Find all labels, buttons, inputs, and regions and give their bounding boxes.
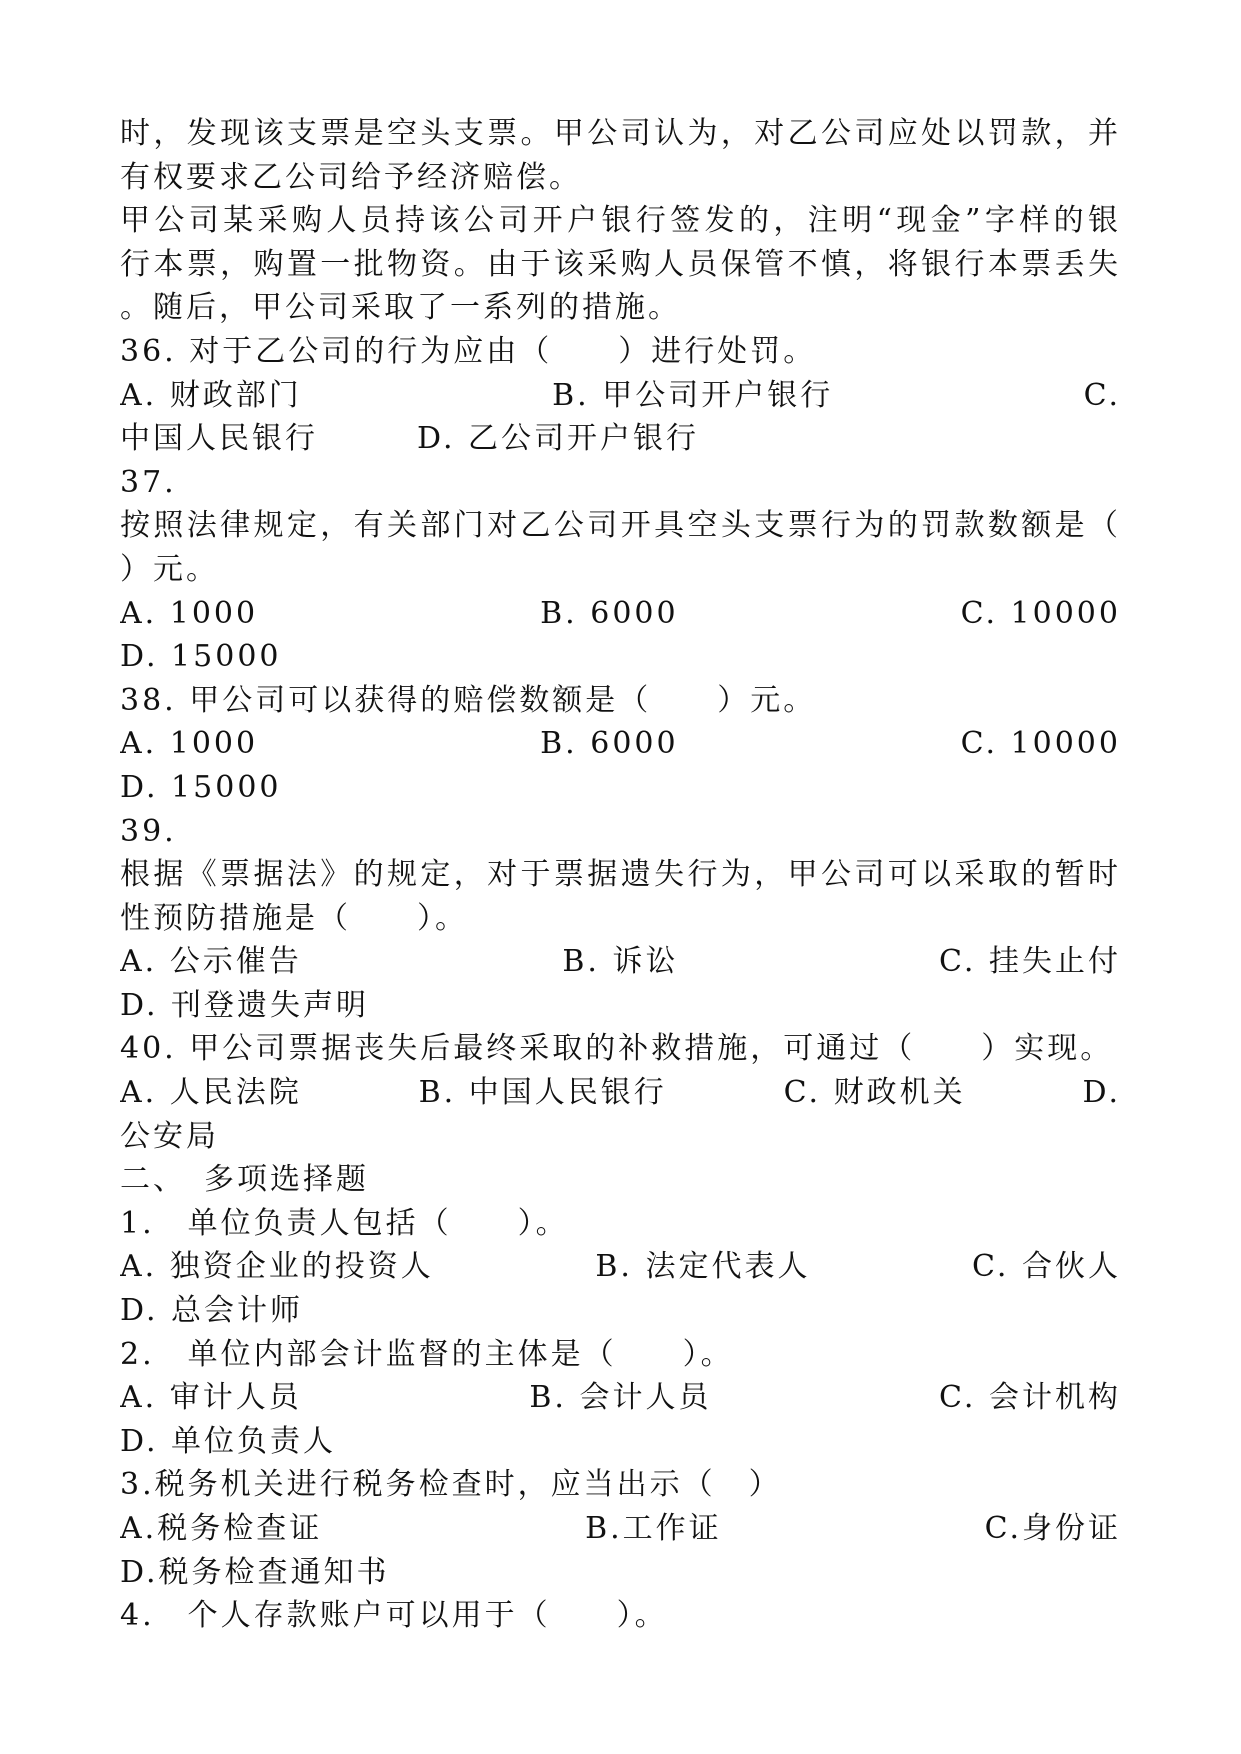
option-text: A. 1000 bbox=[120, 595, 259, 631]
option-text: C. bbox=[1083, 377, 1121, 413]
options-line bbox=[120, 1376, 1121, 1420]
document-body bbox=[120, 112, 1121, 1638]
text-line: D. 总会计师 bbox=[120, 1293, 304, 1329]
options-line bbox=[120, 940, 1121, 984]
option-text: C. 会计机构 bbox=[939, 1380, 1121, 1416]
text-line: D.税务检查通知书 bbox=[120, 1554, 390, 1590]
text-line: 3.税务机关进行税务检查时，应当出示（ ） bbox=[120, 1467, 782, 1503]
text-line: 中国人民银行 D. 乙公司开户银行 bbox=[120, 421, 700, 457]
option-text: D. bbox=[1082, 1075, 1121, 1111]
text-line: 时，发现该支票是空头支票。甲公司认为，对乙公司应处以罚款，并 bbox=[120, 116, 1121, 151]
text-line: 。随后，甲公司采取了一系列的措施。 bbox=[120, 290, 681, 326]
option-text: C. 10000 bbox=[960, 595, 1121, 631]
text-line: 甲公司某采购人员持该公司开户银行签发的，注明“现金”字样的银 bbox=[120, 203, 1121, 239]
option-text: A. 1000 bbox=[120, 726, 259, 762]
option-text: C.身份证 bbox=[984, 1511, 1121, 1546]
text-line: 1. 单位负责人包括（ ）。 bbox=[120, 1205, 569, 1241]
text-line: 公安局 bbox=[120, 1118, 219, 1154]
options-line bbox=[120, 1071, 1121, 1115]
text-line: ）元。 bbox=[120, 551, 219, 587]
text-line: D. 单位负责人 bbox=[120, 1423, 337, 1459]
text-line: D. 刊登遗失声明 bbox=[120, 987, 370, 1023]
options-line bbox=[120, 722, 1121, 766]
option-text: A.税务检查证 bbox=[120, 1511, 323, 1546]
text-line: 行本票，购置一批物资。由于该采购人员保管不慎，将银行本票丢失 bbox=[120, 246, 1121, 282]
option-text: B.工作证 bbox=[585, 1511, 722, 1546]
option-text: C. 挂失止付 bbox=[939, 944, 1121, 980]
options-line bbox=[120, 1507, 1121, 1551]
text-line: 2. 单位内部会计监督的主体是（ ）。 bbox=[120, 1336, 734, 1372]
text-line: 按照法律规定，有关部门对乙公司开具空头支票行为的罚款数额是（ bbox=[120, 508, 1121, 544]
option-text: B. 法定代表人 bbox=[595, 1249, 811, 1285]
option-text: B. 甲公司开户银行 bbox=[552, 377, 834, 413]
text-line: 二、 多项选择题 bbox=[120, 1162, 369, 1198]
option-text: A. 独资企业的投资人 bbox=[120, 1249, 434, 1285]
option-text: A. 审计人员 bbox=[120, 1380, 302, 1416]
option-text: C. 合伙人 bbox=[972, 1249, 1121, 1285]
option-text: A. 财政部门 bbox=[120, 377, 302, 413]
option-text: C. 财政机关 bbox=[783, 1075, 966, 1111]
text-line: 36. 对于乙公司的行为应由（ ）进行处罚。 bbox=[120, 333, 817, 369]
option-text: C. 10000 bbox=[960, 726, 1121, 762]
option-text: B. 中国人民银行 bbox=[418, 1075, 667, 1111]
text-line: 有权要求乙公司给予经济赔偿。 bbox=[120, 159, 582, 195]
text-line: 39. bbox=[120, 813, 177, 849]
text-line: 37. bbox=[120, 464, 177, 500]
option-text: A. 公示催告 bbox=[120, 944, 302, 980]
text-line: 4. 个人存款账户可以用于（ ）。 bbox=[120, 1598, 668, 1634]
text-line: 根据《票据法》的规定，对于票据遗失行为，甲公司可以采取的暂时 bbox=[120, 857, 1121, 893]
options-line bbox=[120, 1245, 1121, 1289]
option-text: B. 会计人员 bbox=[529, 1380, 712, 1416]
text-line: 性预防措施是（ ）。 bbox=[120, 900, 468, 936]
option-text: B. 6000 bbox=[540, 595, 679, 631]
text-line: 38. 甲公司可以获得的赔偿数额是（ ）元。 bbox=[120, 682, 817, 718]
options-line bbox=[120, 592, 1121, 636]
text-line: 40. 甲公司票据丧失后最终采取的补救措施，可通过（ ）实现。 bbox=[120, 1031, 1114, 1067]
option-text: B. 诉讼 bbox=[562, 944, 679, 980]
option-text: A. 人民法院 bbox=[120, 1075, 302, 1111]
options-line bbox=[120, 374, 1121, 418]
text-line: D. 15000 bbox=[120, 639, 282, 675]
option-text: B. 6000 bbox=[540, 726, 679, 762]
text-line: D. 15000 bbox=[120, 769, 282, 805]
